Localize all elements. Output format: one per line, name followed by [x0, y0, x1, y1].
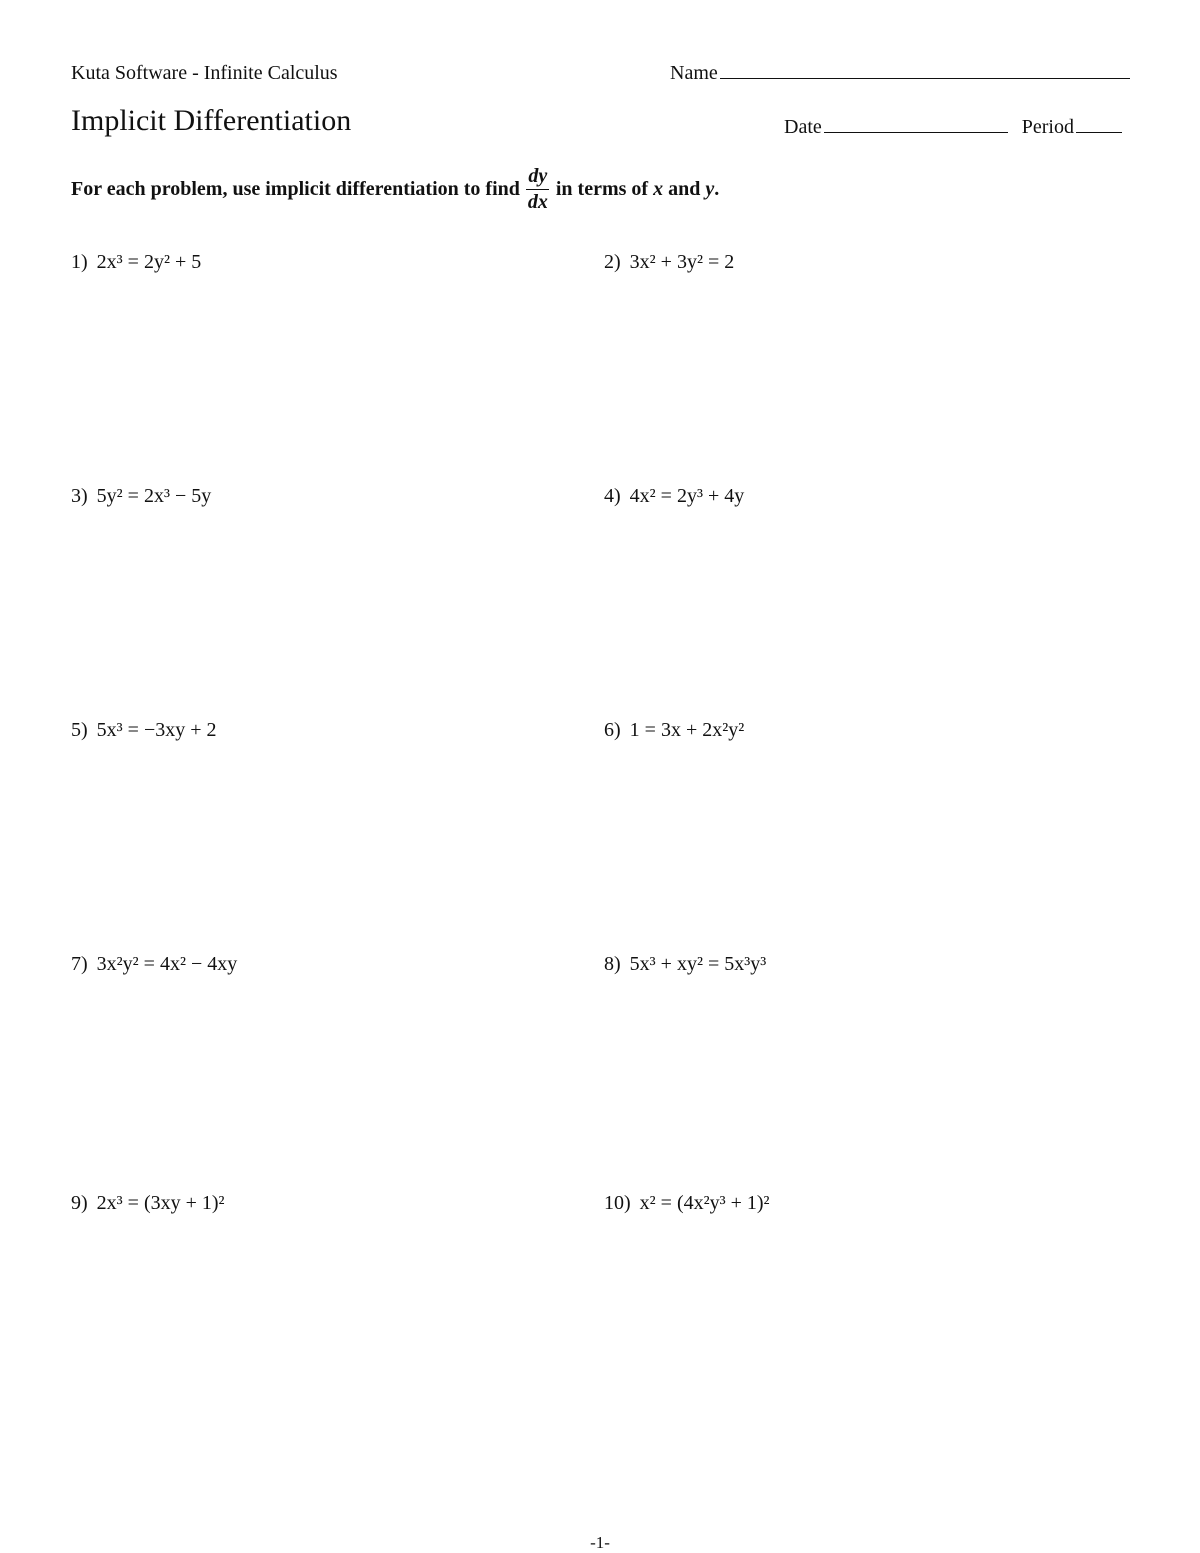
problem-equation: x² = (4x²y³ + 1)²: [639, 1192, 770, 1214]
instructions-var-y: y: [705, 178, 715, 200]
date-period-field: [784, 116, 1122, 139]
date-label: Date: [784, 116, 822, 138]
problem-6: [604, 719, 744, 742]
problem-10: [604, 1192, 770, 1215]
problem-3: [71, 485, 211, 508]
instructions-middle: in terms of: [555, 178, 649, 200]
problem-number: 2): [604, 251, 621, 273]
problem-4: [604, 485, 744, 508]
problem-8: [604, 953, 766, 976]
instructions-and: and: [668, 178, 701, 200]
software-label: Kuta Software - Infinite Calculus: [71, 62, 338, 84]
problem-number: 5): [71, 719, 88, 741]
problem-equation: 2x³ = (3xy + 1)²: [96, 1192, 225, 1214]
problem-number: 6): [604, 719, 621, 741]
problem-equation: 2x³ = 2y² + 5: [96, 251, 202, 273]
problem-2: [604, 251, 734, 274]
instructions-var-x: x: [653, 178, 664, 200]
dy-dx-fraction: [526, 166, 550, 213]
name-label: Name: [670, 62, 718, 84]
worksheet-title: Implicit Differentiation: [71, 104, 352, 137]
fraction-denominator: dx: [527, 191, 548, 213]
problem-equation: 3x² + 3y² = 2: [629, 251, 735, 273]
problem-number: 1): [71, 251, 88, 273]
problem-9: [71, 1192, 225, 1215]
date-blank-line: [824, 131, 1008, 133]
problem-7: [71, 953, 237, 976]
name-field: [670, 62, 1130, 85]
problem-number: 8): [604, 953, 621, 975]
fraction-numerator: dy: [526, 166, 549, 190]
instructions: [71, 166, 719, 213]
problem-equation: 5y² = 2x³ − 5y: [96, 485, 212, 507]
problem-number: 7): [71, 953, 88, 975]
problem-5: [71, 719, 217, 742]
problem-number: 3): [71, 485, 88, 507]
problem-number: 4): [604, 485, 621, 507]
instructions-end: .: [714, 178, 720, 200]
instructions-prefix: For each problem, use implicit differentiation to find: [71, 178, 520, 200]
period-blank-line: [1076, 131, 1122, 133]
problem-number: 9): [71, 1192, 88, 1214]
problem-equation: 5x³ = −3xy + 2: [96, 719, 217, 741]
period-label: Period: [1021, 116, 1074, 138]
problem-equation: 3x²y² = 4x² − 4xy: [96, 953, 238, 975]
problem-equation: 5x³ + xy² = 5x³y³: [629, 953, 767, 975]
problem-1: [71, 251, 201, 274]
problem-equation: 1 = 3x + 2x²y²: [629, 719, 745, 741]
name-blank-line: [720, 77, 1130, 79]
problem-equation: 4x² = 2y³ + 4y: [629, 485, 745, 507]
page-number: -1-: [590, 1533, 610, 1552]
problem-number: 10): [604, 1192, 631, 1214]
